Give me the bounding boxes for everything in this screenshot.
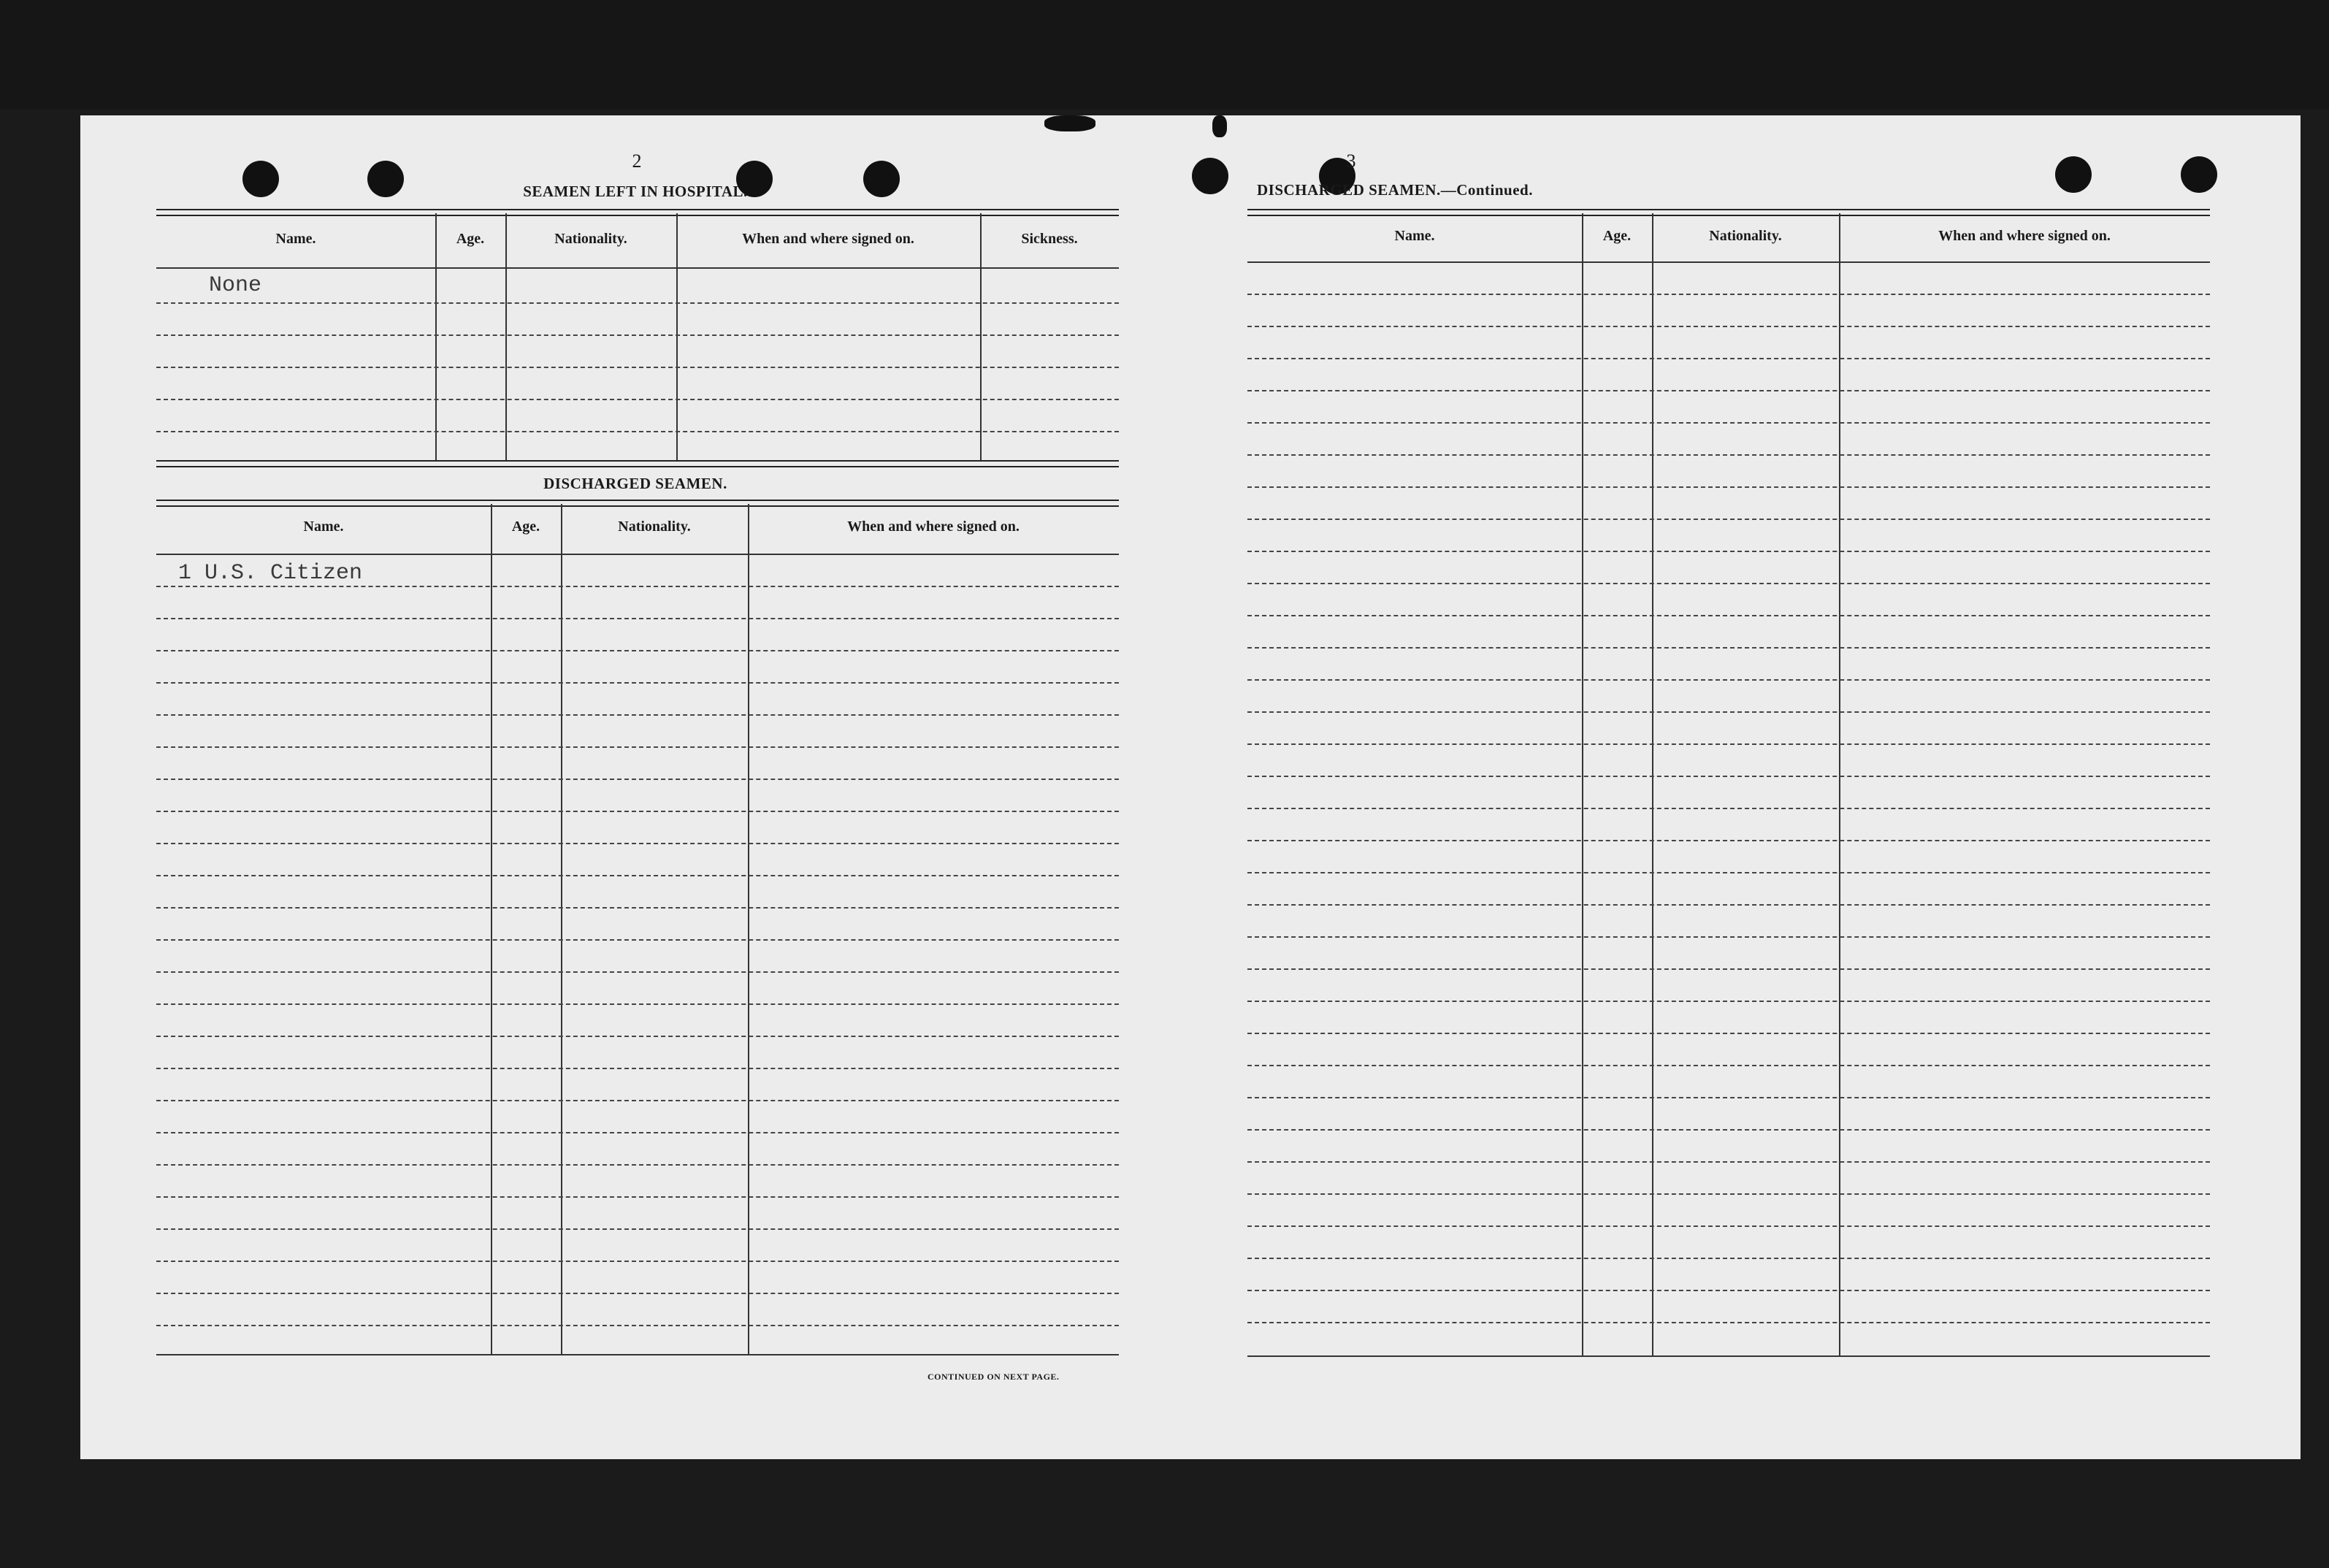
table-row [1247, 326, 2210, 327]
table-row [1247, 583, 2210, 584]
table-row [1247, 519, 2210, 520]
column-divider [435, 213, 437, 460]
hospital-row-1-name: None [209, 273, 262, 298]
table-row [156, 334, 1119, 336]
table-row [1247, 358, 2210, 359]
table-row [156, 1293, 1119, 1294]
table-row [156, 1003, 1119, 1005]
table-row [1247, 1322, 2210, 1323]
footer-note: CONTINUED ON NEXT PAGE. [928, 1372, 1060, 1382]
column-header-age: Age. [1602, 228, 1632, 244]
table-bottom-rule [156, 460, 1119, 467]
table-row [1247, 711, 2210, 713]
header-rule [156, 267, 1119, 269]
column-divider [1839, 213, 1840, 1355]
table-row [1247, 1065, 2210, 1066]
discharged-table [156, 500, 1119, 1361]
table-row [1247, 776, 2210, 777]
table-row [1247, 390, 2210, 391]
left-page [80, 115, 1190, 1459]
table-row [156, 431, 1119, 432]
table-row [156, 714, 1119, 716]
column-header-nationality: Nationality. [618, 519, 691, 535]
form-sheet [80, 115, 2301, 1459]
table-row [1247, 1193, 2210, 1195]
table-row [1247, 968, 2210, 970]
page-number: 3 [1346, 150, 1356, 172]
table-row [1247, 904, 2210, 906]
table-row [156, 811, 1119, 812]
table-row [1247, 808, 2210, 809]
table-row [1247, 294, 2210, 295]
table-row [1247, 679, 2210, 681]
table-top-rule [156, 209, 1119, 216]
table-row [156, 1036, 1119, 1037]
table-row [156, 1100, 1119, 1101]
table-row [156, 1261, 1119, 1262]
table-row [156, 1164, 1119, 1166]
table-row [1247, 615, 2210, 616]
right-page [1190, 115, 2301, 1459]
table-row [156, 399, 1119, 400]
table-row [156, 875, 1119, 876]
table-row [1247, 1033, 2210, 1034]
table-row [156, 971, 1119, 973]
table-row [1247, 1258, 2210, 1259]
table-row [1247, 1097, 2210, 1098]
table-row [1247, 872, 2210, 873]
table-row [1247, 936, 2210, 938]
header-rule [156, 554, 1119, 555]
table-row [1247, 840, 2210, 841]
section-title-hospital: SEAMEN LEFT IN HOSPITAL. [523, 183, 748, 200]
table-row [156, 1196, 1119, 1198]
table-row [156, 1228, 1119, 1230]
discharged-row-1-name: 1 U.S. Citizen [178, 561, 363, 586]
table-row [1247, 743, 2210, 745]
punch-hole [2055, 156, 2092, 193]
punch-hole [242, 161, 279, 197]
punch-hole [2181, 156, 2217, 193]
header-rule [1247, 261, 2210, 263]
ink-blot [1044, 115, 1095, 131]
table-row [1247, 1225, 2210, 1227]
table-row [156, 779, 1119, 780]
page-number: 2 [632, 150, 642, 172]
column-header-name: Name. [303, 519, 344, 535]
column-divider [1582, 213, 1583, 1355]
column-header-name: Name. [275, 231, 316, 247]
table-row [156, 907, 1119, 909]
table-row [156, 1068, 1119, 1069]
table-row [156, 1325, 1119, 1326]
table-row [156, 367, 1119, 368]
column-header-signed-on: When and where signed on. [847, 519, 1020, 535]
column-header-age: Age. [456, 231, 485, 247]
column-header-sickness: Sickness. [1021, 231, 1078, 247]
punch-hole [863, 161, 900, 197]
table-row [1247, 486, 2210, 488]
table-row [156, 843, 1119, 844]
table-row [1247, 551, 2210, 552]
column-divider [505, 213, 507, 460]
table-bottom-rule [156, 1354, 1119, 1355]
column-divider [561, 504, 562, 1354]
scan-border [0, 0, 2329, 110]
table-row [156, 1132, 1119, 1133]
column-divider [676, 213, 678, 460]
table-bottom-rule [1247, 1355, 2210, 1357]
table-row [1247, 1290, 2210, 1291]
column-header-nationality: Nationality. [1709, 228, 1782, 244]
column-header-name: Name. [1394, 228, 1435, 244]
table-row [156, 650, 1119, 651]
table-row [1247, 647, 2210, 649]
punch-hole [1192, 158, 1228, 194]
punch-hole [367, 161, 404, 197]
column-divider [1652, 213, 1653, 1355]
column-divider [748, 504, 749, 1354]
table-row [156, 746, 1119, 748]
table-top-rule [156, 500, 1119, 507]
section-title-discharged: DISCHARGED SEAMEN. [543, 475, 727, 492]
column-divider [491, 504, 492, 1354]
column-divider [980, 213, 982, 460]
table-row [156, 302, 1119, 304]
column-header-age: Age. [511, 519, 540, 535]
table-row [1247, 1129, 2210, 1131]
table-row [1247, 1161, 2210, 1163]
table-row [156, 618, 1119, 619]
column-header-signed-on: When and where signed on. [1938, 228, 2111, 244]
table-row [1247, 454, 2210, 456]
table-row [1247, 422, 2210, 424]
table-row [156, 586, 1119, 587]
table-top-rule [1247, 209, 2210, 216]
section-title-discharged-continued: DISCHARGED SEAMEN.—Continued. [1257, 181, 1533, 199]
column-header-signed-on: When and where signed on. [742, 231, 914, 247]
column-header-nationality: Nationality. [554, 231, 627, 247]
discharged-continued-table [1247, 209, 2210, 1363]
table-row [1247, 1001, 2210, 1002]
table-row [156, 939, 1119, 941]
table-row [156, 682, 1119, 684]
